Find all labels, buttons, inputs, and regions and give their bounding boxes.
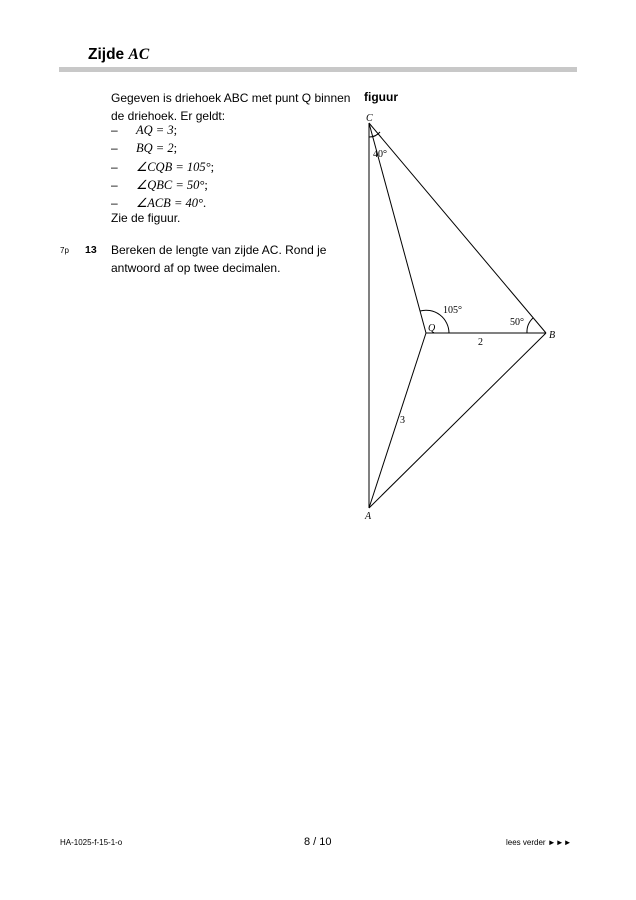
- condition-item: – AQ = 3;: [111, 123, 178, 137]
- condition-item: – ∠ACB = 40°.: [111, 196, 207, 210]
- condition-item: – ∠CQB = 105°;: [111, 160, 215, 174]
- vertex-label-q: Q: [428, 323, 436, 334]
- side-label-qb: 2: [478, 337, 483, 348]
- angle-label-b: 50°: [510, 317, 524, 328]
- side-cb: [369, 123, 546, 333]
- angle-label-q: 105°: [443, 305, 462, 316]
- segment-aq: [369, 333, 426, 508]
- question-number: 13: [85, 244, 97, 256]
- figure-label: figuur: [364, 90, 398, 104]
- condition-item: – BQ = 2;: [111, 141, 178, 155]
- figure-reference: Zie de figuur.: [111, 211, 181, 225]
- footer-code: HA-1025-f-15-1-o: [60, 838, 123, 847]
- question-text: Bereken de lengte van zijde AC. Rond je antwoord af op twee decimalen.: [111, 243, 327, 275]
- vertex-label-c: C: [366, 113, 373, 124]
- vertex-label-a: A: [365, 511, 372, 522]
- side-ab: [369, 333, 546, 508]
- section-title-prefix: Zijde: [88, 46, 125, 63]
- condition-item: – ∠QBC = 50°;: [111, 178, 208, 192]
- angle-arc-b: [527, 318, 533, 333]
- section-title: [88, 46, 149, 64]
- given-text: Gegeven is driehoek ABC met punt Q binnen de driehoek. Er geldt:: [111, 91, 351, 123]
- triangle-figure: [360, 108, 560, 528]
- title-divider: [59, 67, 577, 72]
- angle-label-c: 40°: [373, 149, 387, 160]
- side-label-aq: 3: [400, 415, 405, 426]
- vertex-label-b: B: [549, 330, 556, 341]
- footer-continue: lees verder ►►►: [506, 838, 572, 847]
- section-title-variable: AC: [128, 46, 150, 63]
- question-points: 7p: [60, 246, 69, 255]
- footer-page-number: 8 / 10: [304, 836, 332, 848]
